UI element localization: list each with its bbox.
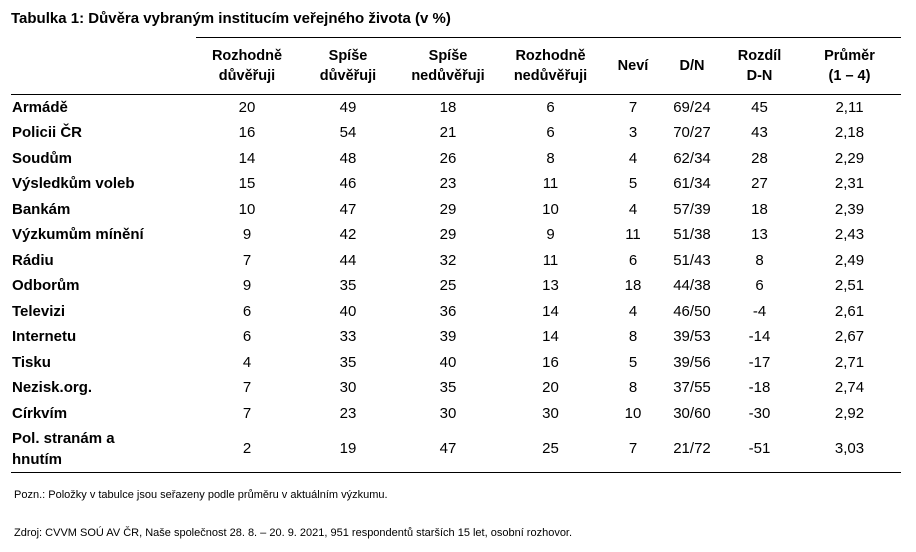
table-cell: 33 [339, 328, 357, 346]
table-cell: 9 [242, 226, 252, 244]
table-cell: 37/55 [673, 379, 711, 397]
table-row [11, 222, 901, 248]
column-header: D/N [663, 38, 721, 95]
table-cell: 2,67 [834, 328, 865, 346]
table-cell: 10 [624, 404, 642, 422]
row-label: Soudům [12, 149, 72, 167]
table-cell: 18 [751, 200, 768, 218]
row-label: Rádiu [12, 251, 54, 269]
column-header: Průměr (1 – 4) [798, 38, 901, 95]
table-cell: 4 [628, 302, 638, 320]
table-cell: 2 [196, 426, 298, 472]
table-cell: 57/39 [673, 200, 711, 218]
table-cell: 30 [339, 379, 357, 397]
table-cell: 2,43 [834, 226, 865, 244]
table-cell: 6 [242, 328, 252, 346]
table-cell: 4 [628, 149, 638, 167]
table-cell: 49 [339, 99, 357, 116]
table-cell: 30/60 [673, 404, 711, 422]
table-cell: 36 [439, 302, 457, 320]
table-cell: 2,39 [834, 200, 865, 218]
table-row [11, 248, 901, 274]
table-cell: 14 [238, 149, 256, 167]
table-cell: -4 [752, 302, 767, 320]
table-cell: 28 [751, 149, 768, 167]
row-label: Církvím [12, 404, 68, 422]
table-cell: 2,74 [834, 379, 865, 397]
table-cell: 7 [603, 426, 663, 472]
table-cell: 9 [242, 277, 252, 295]
table-cell: 6 [242, 302, 252, 320]
table-cell: 51/38 [673, 226, 711, 244]
table-cell: 23 [439, 175, 457, 193]
table-row [11, 299, 901, 325]
table-note: Pozn.: Položky v tabulce jsou seřazeny podle průměru v aktuálním výzkumu. [14, 489, 388, 501]
table-cell: -30 [748, 404, 771, 422]
table-cell: 3 [628, 124, 638, 142]
table-cell: 51/43 [673, 251, 711, 269]
table-cell: 8 [628, 379, 638, 397]
table-row [11, 375, 901, 401]
table-cell: 10 [542, 200, 559, 218]
table-row [11, 171, 901, 197]
table-title: Tabulka 1: Důvěra vybraným institucím veřejného života (v %) [11, 10, 451, 27]
table-cell: 11 [625, 226, 641, 244]
table-cell: 27 [751, 175, 768, 193]
table-cell: -18 [748, 379, 771, 397]
column-header: Neví [603, 38, 663, 95]
table-cell: 7 [628, 99, 638, 116]
table-cell: 8 [546, 149, 555, 167]
table-cell: 16 [238, 124, 256, 142]
column-header: Rozhodně nedůvěřuji [498, 38, 603, 95]
table-cell: 62/34 [673, 149, 711, 167]
table-header-row [11, 38, 901, 95]
table-cell: 4 [242, 353, 252, 371]
table-cell: 2,51 [834, 277, 865, 295]
table-cell: 6 [755, 277, 764, 295]
table-cell: 14 [542, 302, 559, 320]
row-label: Bankám [12, 200, 71, 218]
trust-table [11, 37, 901, 473]
table-row [11, 401, 901, 427]
row-label: Internetu [12, 328, 77, 346]
table-cell: 2,92 [834, 404, 865, 422]
table-cell: 3,03 [798, 426, 901, 472]
table-cell: 42 [339, 226, 357, 244]
table-cell: 23 [339, 404, 357, 422]
column-header: Spíše důvěřuji [298, 38, 398, 95]
table-row [11, 146, 901, 172]
table-cell: 39 [439, 328, 457, 346]
table-cell: 15 [238, 175, 256, 193]
row-label: Tisku [12, 353, 51, 371]
table-cell: 8 [755, 251, 764, 269]
table-cell: -51 [721, 426, 798, 472]
table-cell: 6 [546, 99, 555, 116]
table-cell: 6 [546, 124, 555, 142]
table-cell: 25 [439, 277, 457, 295]
table-cell: 2,71 [834, 353, 865, 371]
table-cell: 40 [439, 353, 457, 371]
table-cell: 7 [242, 251, 252, 269]
column-header [11, 38, 196, 95]
table-cell: 20 [238, 99, 256, 116]
table-cell: 44/38 [673, 277, 711, 295]
row-label: Výsledkům voleb [12, 175, 135, 193]
table-cell: 11 [542, 175, 559, 193]
row-label: Odborům [12, 277, 80, 295]
table-cell: -14 [748, 328, 771, 346]
table-cell: 2,49 [834, 251, 865, 269]
table-cell: 61/34 [673, 175, 711, 193]
table-cell: 20 [542, 379, 559, 397]
table-cell: 25 [498, 426, 603, 472]
table-cell: 8 [628, 328, 638, 346]
table-cell: 45 [751, 99, 768, 116]
table-cell: 21/72 [663, 426, 721, 472]
row-label: Výzkumům mínění [12, 226, 144, 244]
table-cell: 39/56 [673, 353, 711, 371]
table-cell: 39/53 [673, 328, 711, 346]
table-row [11, 324, 901, 350]
table-cell: 2,18 [834, 124, 865, 142]
row-label: Nezisk.org. [12, 379, 93, 397]
table-cell: 7 [242, 404, 252, 422]
row-label: Televizi [12, 302, 66, 320]
table-cell: 46/50 [673, 302, 711, 320]
table-cell: 32 [439, 251, 457, 269]
table-cell: 47 [398, 426, 498, 472]
table-cell: 2,31 [834, 175, 865, 193]
table-row [11, 273, 901, 299]
table-row [11, 95, 901, 121]
table-cell: 9 [546, 226, 555, 244]
table-source: Zdroj: CVVM SOÚ AV ČR, Naše společnost 28. 8. – 20. 9. 2021, 951 respondentů starších 15 let, osobní rozhovor. [14, 527, 573, 539]
table-cell: 13 [751, 226, 768, 244]
table-cell: 29 [439, 200, 457, 218]
table-cell: -17 [748, 353, 771, 371]
table-cell: 19 [298, 426, 398, 472]
table-cell: 5 [628, 175, 638, 193]
table-cell: 5 [628, 353, 638, 371]
table-cell: 11 [542, 251, 559, 269]
table-cell: 35 [339, 353, 357, 371]
table-cell: 48 [339, 149, 357, 167]
table-cell: 46 [339, 175, 357, 193]
table-cell: 2,61 [834, 302, 865, 320]
row-label: Policii ČR [12, 124, 83, 142]
table-cell: 18 [439, 99, 457, 116]
table-cell: 35 [339, 277, 357, 295]
table-cell: 30 [542, 404, 559, 422]
table-row [11, 350, 901, 376]
table-body [11, 95, 901, 473]
table-cell: 35 [439, 379, 457, 397]
table-cell: 7 [242, 379, 252, 397]
table-cell: 18 [624, 277, 642, 295]
table-row [11, 426, 901, 472]
column-header: Spíše nedůvěřuji [398, 38, 498, 95]
table-cell: 13 [542, 277, 559, 295]
table-cell: 43 [751, 124, 768, 142]
row-label: Pol. stranám a hnutím [11, 426, 196, 472]
table-cell: 10 [238, 200, 256, 218]
table-cell: 40 [339, 302, 357, 320]
table-cell: 6 [628, 251, 638, 269]
table-cell: 16 [542, 353, 559, 371]
table-cell: 44 [339, 251, 357, 269]
table-cell: 69/24 [673, 99, 711, 116]
column-header: Rozhodně důvěřuji [196, 38, 298, 95]
table-cell: 26 [439, 149, 457, 167]
table-cell: 4 [628, 200, 638, 218]
table-cell: 2,11 [835, 99, 864, 116]
table-cell: 47 [339, 200, 357, 218]
table-cell: 29 [439, 226, 457, 244]
table-cell: 14 [542, 328, 559, 346]
table-cell: 70/27 [673, 124, 711, 142]
table-row [11, 120, 901, 146]
table-row [11, 197, 901, 223]
column-header: Rozdíl D-N [721, 38, 798, 95]
table-cell: 30 [439, 404, 457, 422]
table-cell: 21 [439, 124, 457, 142]
table-cell: 2,29 [834, 149, 865, 167]
table-cell: 54 [339, 124, 357, 142]
row-label: Armádě [12, 99, 68, 116]
